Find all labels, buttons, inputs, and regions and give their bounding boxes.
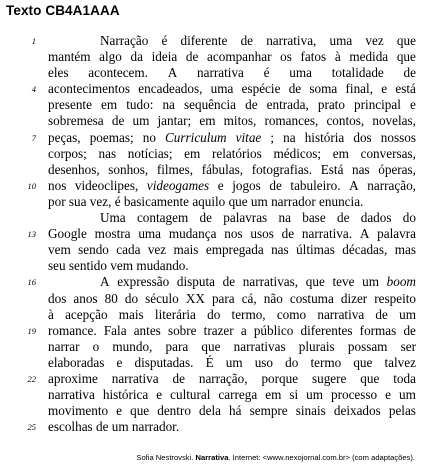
line-number: 19 bbox=[27, 325, 36, 336]
line-number: 16 bbox=[27, 277, 36, 288]
text-line: corpos; nas notícias; em relatórios médicos; em conversas, bbox=[48, 145, 416, 161]
citation-author: Sofia Nestrovski. bbox=[136, 453, 194, 462]
text-body bbox=[27, 33, 416, 435]
text-line: por sua vez, é basicamente aquilo que um narrador enuncia. bbox=[48, 193, 364, 209]
line-number: 4 bbox=[31, 84, 36, 95]
text-line: mantém algo da ideia de acompanhar os fatos à medida que bbox=[48, 49, 416, 65]
line-number: 7 bbox=[31, 132, 36, 143]
text-line: movimento e que dentro dela há sempre sinais deixados pelas bbox=[48, 403, 416, 419]
text-line: desenhos, sonhos, filmes, fábulas, fotografias. Está nas óperas, bbox=[48, 161, 416, 177]
text-line: narrativa histórica e cultural carrega em si um processo e um bbox=[48, 387, 416, 403]
line-number: 22 bbox=[27, 373, 36, 384]
text-line: presente em tudo: na sequência de entrada, prato principal e bbox=[48, 97, 416, 113]
text-title: Texto CB4A1AAA bbox=[6, 3, 120, 18]
citation-work: Narrativa bbox=[195, 453, 229, 462]
text-line: 16 A expressão disputa de narrativas, que teve um boom bbox=[48, 274, 416, 290]
text-line: vem sendo cada vez mais empregada nas últimas décadas, mas bbox=[48, 242, 416, 258]
text-line: 4 acontecimentos encadeados, uma espécie de soma final, e está bbox=[48, 81, 416, 97]
text-line: Uma contagem de palavras na base de dados do bbox=[100, 210, 416, 226]
text-line: seu sentido vem mudando. bbox=[48, 258, 189, 274]
text-line: 19 romance. Fala antes sobre trazer a público diferentes formas de bbox=[48, 323, 416, 339]
text-line: sobremesa de um jantar; em mitos, romances, contos, novelas, bbox=[48, 113, 416, 129]
text-line: 25 escolhas de um narrador. bbox=[48, 419, 416, 435]
line-number: 1 bbox=[31, 36, 36, 46]
text-line: elaboradas e disputadas. É um uso do termo que talvez bbox=[48, 354, 416, 370]
text-line: 1 Narração é diferente de narrativa, uma vez que bbox=[48, 33, 416, 49]
text-line: 13 Google mostra uma mudança nos usos de narrativa. A palavra bbox=[48, 226, 416, 242]
line-number: 25 bbox=[27, 422, 36, 433]
text-line: 10 nos videoclipes, videogames e jogos de tabuleiro. A narração, bbox=[48, 178, 416, 194]
text-line: 22 aproxime narrativa de narração, porque sugere que toda bbox=[48, 371, 416, 387]
citation-source: . Internet: <www.nexojornal.com.br> (com adaptações). bbox=[228, 453, 415, 462]
text-line: narrar o mundo, para que narrativas plurais possam ser bbox=[48, 338, 416, 354]
text-line: eles acontecem. A narrativa é uma totalidade de bbox=[48, 65, 416, 81]
text-line: 7 peças, poemas; no Curriculum vitae ; na história dos nossos bbox=[48, 130, 416, 146]
source-citation bbox=[136, 453, 415, 462]
line-number: 13 bbox=[27, 229, 36, 240]
text-line: dos anos 80 do século XX para cá, não costuma dizer respeito bbox=[48, 290, 416, 306]
line-number: 10 bbox=[27, 180, 36, 191]
text-line: à acepção mais literária do termo, como narrativa de um bbox=[48, 306, 416, 322]
